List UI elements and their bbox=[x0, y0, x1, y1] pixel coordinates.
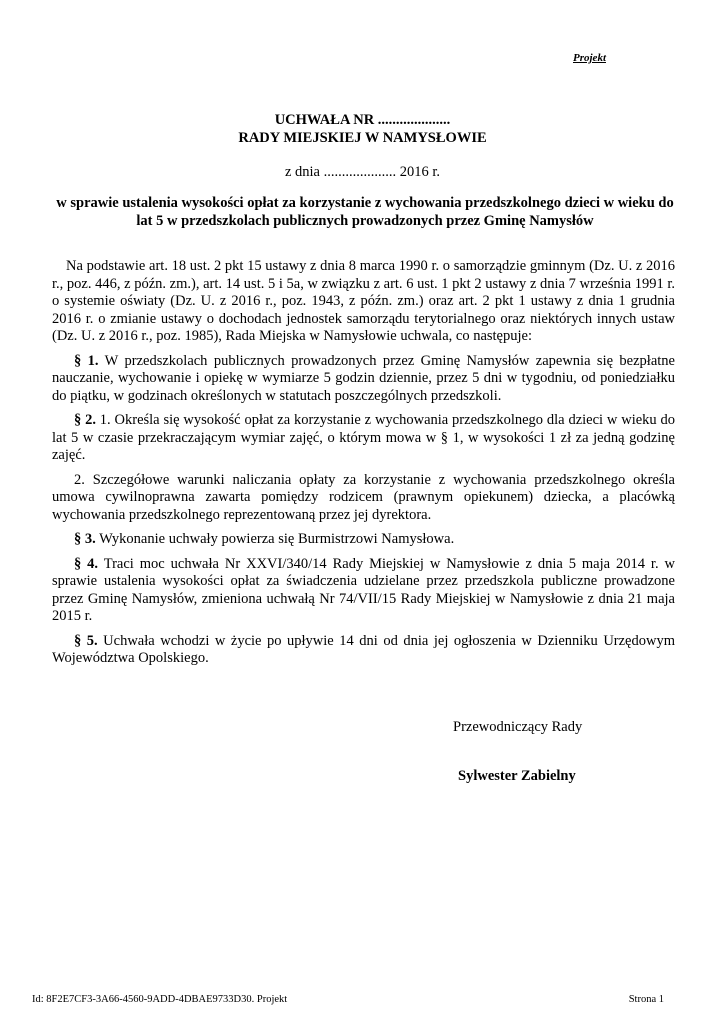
paragraph-2-point-2: 2. Szczegółowe warunki naliczania opłaty za korzystanie z wychowania przedszkolnego określa umowa cywilnoprawna zawarta pomiędzy rodzicem (prawnym opiekunem) dziecka, a placówką wychowania przedszkolnego reprezentowaną przez jej dyrektora. bbox=[52, 471, 675, 523]
resolution-title bbox=[0, 111, 725, 147]
signature-name: Sylwester Zabielny bbox=[458, 768, 576, 784]
paragraph-text: Traci moc uchwała Nr XXVI/340/14 Rady Miejskiej w Namysłowie z dnia 5 maja 2014 r. w sprawie ustalenia wysokości opłat za świadczenia udzielane przez przedszkola publiczne prowadzone przez Gminę Namysłów, zmieniona uchwałą Nr 74/VII/15 Rady Miejskiej w Namysłowie z dnia 21 maja 2015 r. bbox=[52, 555, 675, 624]
section-mark: § 3. bbox=[74, 531, 96, 547]
signature-title: Przewodniczący Rady bbox=[453, 719, 583, 735]
legal-basis-paragraph: Na podstawie art. 18 ust. 2 pkt 15 ustawy z dnia 8 marca 1990 r. o samorządzie gminnym (Dz. U. z 2016 r., poz. 446, z późn. zm.), art. 14 ust. 5 i 5a, w związku z art. 6 ust. 1 pkt 2 ustawy z dnia 7 września 1991 r. o systemie oświaty (Dz. U. z 2016 r., poz. 1943, z późn. zm.) oraz art. 2 pkt 1 ustawy z dnia 1 grudnia 2016 r. o zmianie ustawy o dochodach jednostek samorządu terytorialnego oraz niektórych innych ustaw (Dz. U. z 2016 r., poz. 1985), Rada Miejska w Namysłowie uchwala, co następuje: bbox=[52, 258, 675, 344]
paragraph-3 bbox=[52, 531, 675, 549]
document-id: Id: 8F2E7CF3-3A66-4560-9ADD-4DBAE9733D30. Projekt bbox=[32, 994, 288, 1005]
section-mark: § 5. bbox=[74, 632, 98, 649]
section-mark: § 1. bbox=[74, 352, 99, 369]
paragraph-4 bbox=[52, 556, 675, 626]
paragraph-5 bbox=[52, 633, 675, 668]
paragraph-text: W przedszkolach publicznych prowadzonych przez Gminę Namysłów zapewnia się bezpłatne nauczanie, wychowanie i opiekę w wymiarze 5 godzin dziennie, przez 5 dni w tygodniu, od poniedziałku do piątku, w godzinach określonych w statutach poszczególnych przedszkoli. bbox=[52, 352, 675, 404]
resolution-subject: w sprawie ustalenia wysokości opłat za korzystanie z wychowania przedszkolnego dzieci w wieku do lat 5 w przedszkolach publicznych prowadzonych przez Gminę Namysłów bbox=[56, 195, 674, 229]
paragraph-text: Wykonanie uchwały powierza się Burmistrzowi Namysłowa. bbox=[95, 531, 455, 547]
projekt-label: Projekt bbox=[573, 52, 606, 64]
paragraph-1 bbox=[52, 353, 675, 406]
resolution-number: UCHWAŁA NR .................... bbox=[274, 112, 451, 128]
page-number: Strona 1 bbox=[628, 994, 664, 1005]
section-mark: § 2. bbox=[74, 412, 96, 428]
resolution-date: z dnia .................... 2016 r. bbox=[284, 164, 441, 180]
section-mark: § 4. bbox=[74, 555, 99, 572]
document-body bbox=[52, 258, 675, 675]
paragraph-2 bbox=[52, 412, 675, 465]
council-name: RADY MIEJSKIEJ W NAMYSŁOWIE bbox=[238, 130, 487, 146]
paragraph-text: 1. Określa się wysokość opłat za korzystanie z wychowania przedszkolnego dla dzieci w wieku do lat 5 w czasie przekraczającym wymiar zajęć, o którym mowa w § 1, w wysokości 1 zł za jedną godzinę zajęć. bbox=[52, 412, 675, 463]
paragraph-text: Uchwała wchodzi w życie po upływie 14 dni od dnia jej ogłoszenia w Dzienniku Urzędowym Województwa Opolskiego. bbox=[52, 632, 675, 666]
